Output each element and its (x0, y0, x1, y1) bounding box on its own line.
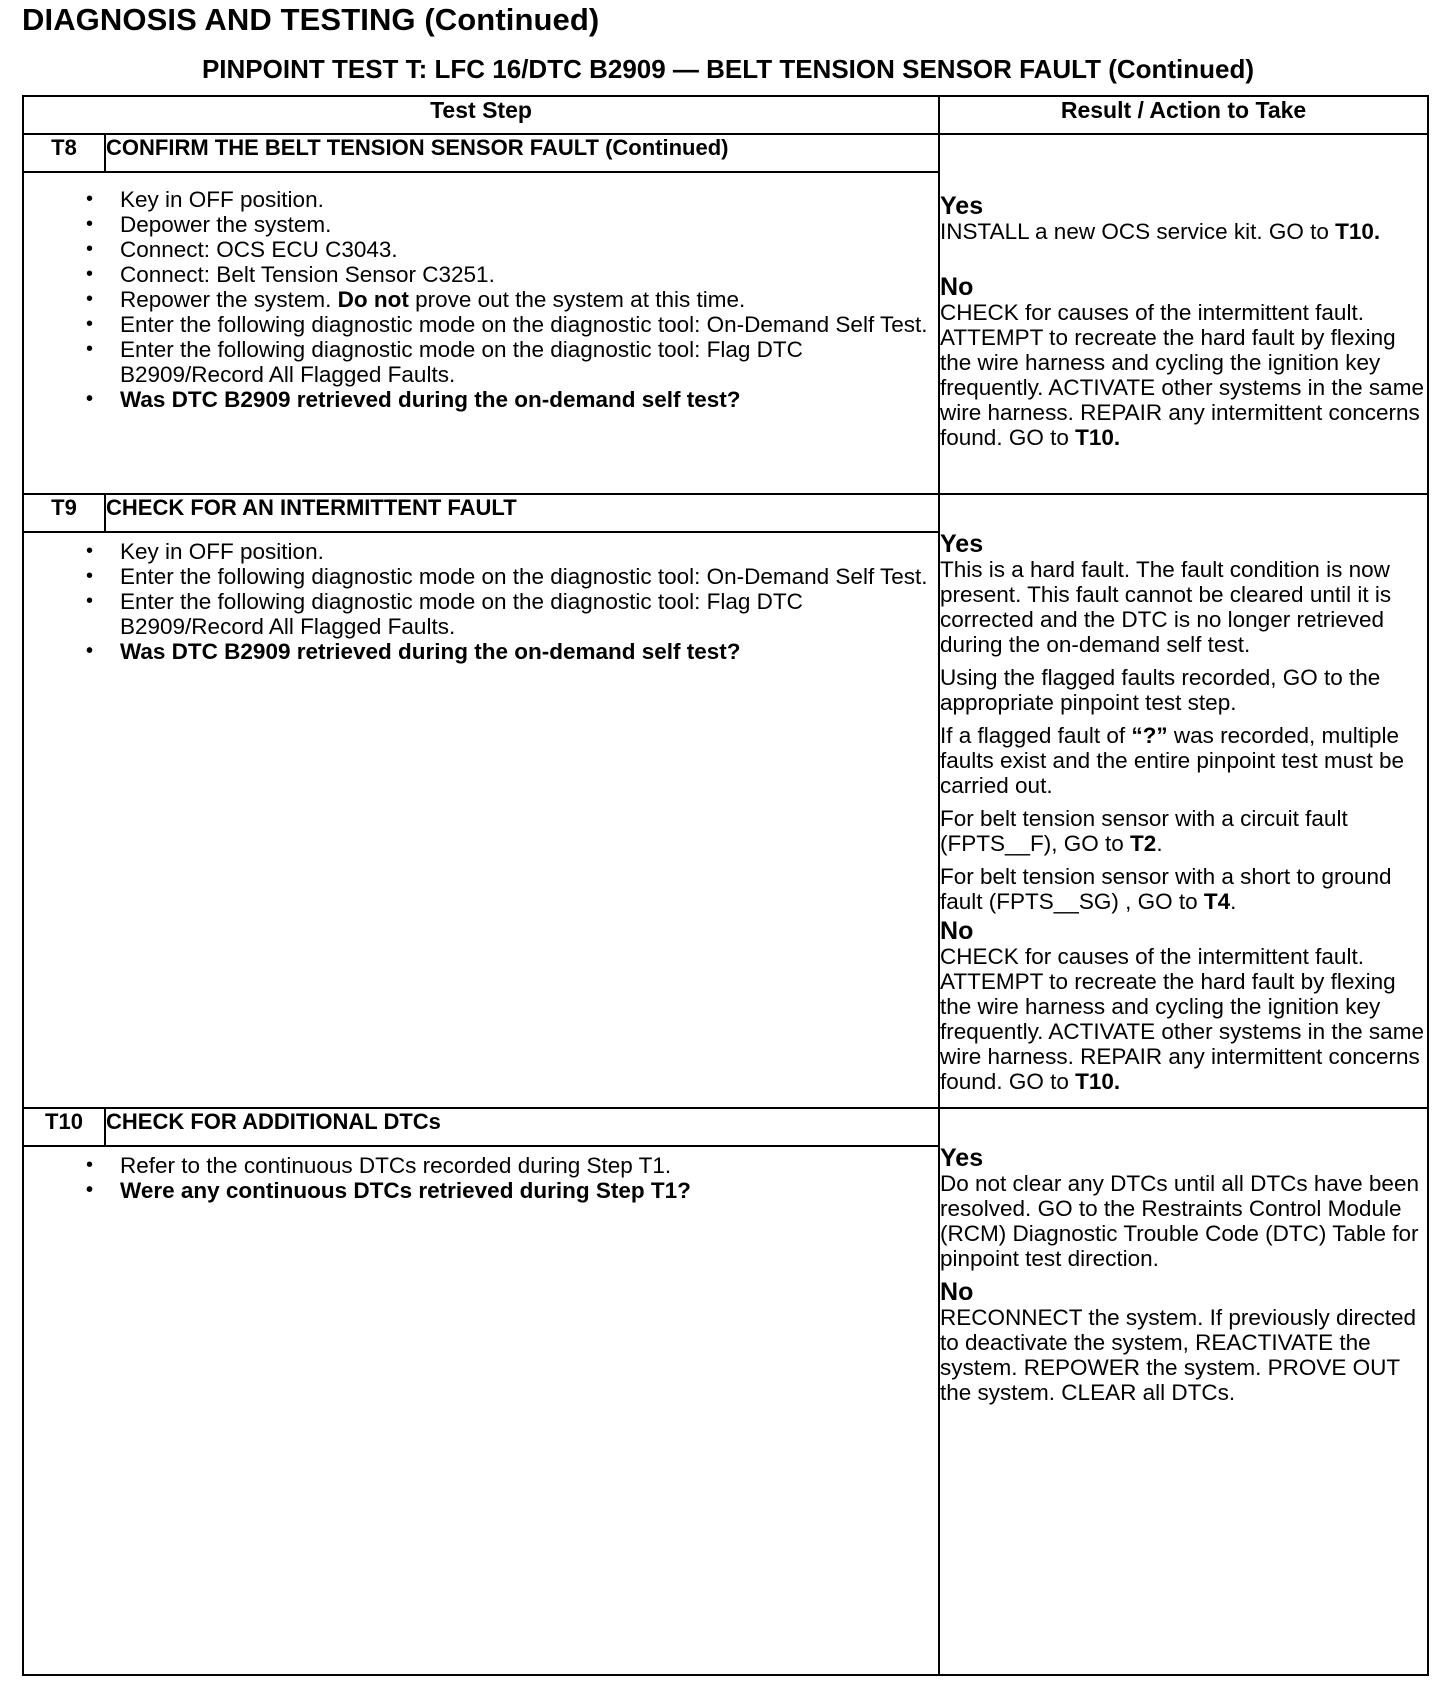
step-row-t8-heading (23, 134, 1428, 172)
result-cell-t8 (939, 134, 1428, 494)
result-no-label: No (940, 917, 974, 945)
result-no-text: CHECK for causes of the intermittent fault. ATTEMPT to recreate the hard fault by flexing the wire harness and cycling the ignition key frequently. ACTIVATE other systems in the same wire harness. REPAIR any intermittent concerns found. GO to T10. (940, 944, 1424, 1094)
result-no-label: No (940, 273, 974, 301)
result-no-label: No (940, 1278, 974, 1306)
result-yes-text: Using the flagged faults recorded, GO to the appropriate pinpoint test step. (940, 665, 1381, 715)
step-item: • Repower the system. Do not prove out the system at this time. (120, 287, 938, 312)
step-body-t8 (23, 172, 939, 494)
result-no-text: CHECK for causes of the intermittent fault. ATTEMPT to recreate the hard fault by flexing the wire harness and cycling the ignition key frequently. ACTIVATE other systems in the same wire harness. REPAIR any intermittent concerns found. GO to T10. (940, 300, 1424, 450)
page-title: DIAGNOSIS AND TESTING (Continued) (22, 2, 600, 37)
step-item: • Enter the following diagnostic mode on the diagnostic tool: On-Demand Self Test. (120, 564, 938, 589)
step-number-t10: T10 (23, 1108, 105, 1146)
result-yes-label: Yes (940, 192, 984, 220)
result-yes-label: Yes (940, 1144, 984, 1172)
step-list-t8 (24, 187, 938, 412)
step-number-t8: T8 (23, 134, 105, 172)
step-list-t10 (24, 1153, 938, 1203)
column-header-test-step: Test Step (23, 96, 939, 134)
step-item: • Connect: OCS ECU C3043. (120, 237, 938, 262)
step-heading-t9: CHECK FOR AN INTERMITTENT FAULT (105, 494, 939, 532)
result-cell-t9 (939, 494, 1428, 1108)
result-yes-label: Yes (940, 530, 984, 558)
step-item: • Enter the following diagnostic mode on the diagnostic tool: Flag DTC B2909/Record All Flagged Faults. (120, 337, 938, 387)
pinpoint-test-table (22, 95, 1429, 1676)
step-body-t9 (23, 532, 939, 1108)
step-question-t8: • Was DTC B2909 retrieved during the on-demand self test? (120, 387, 938, 412)
result-cell-t10 (939, 1108, 1428, 1675)
result-yes-text: For belt tension sensor with a circuit fault (FPTS__F), GO to T2. (940, 806, 1348, 856)
result-yes-text: This is a hard fault. The fault condition is now present. This fault cannot be cleared until it is corrected and the DTC is no longer retrieved during the on-demand self test. (940, 557, 1392, 657)
result-yes-text: Do not clear any DTCs until all DTCs have been resolved. GO to the Restraints Control Module (RCM) Diagnostic Trouble Code (DTC) Table for pinpoint test direction. (940, 1171, 1419, 1271)
column-header-result: Result / Action to Take (939, 96, 1428, 134)
result-yes-text: If a flagged fault of “?” was recorded, multiple faults exist and the entire pinpoint test must be carried out. (940, 723, 1405, 798)
result-no-text: RECONNECT the system. If previously directed to deactivate the system, REACTIVATE the system. REPOWER the system. PROVE OUT the system. CLEAR all DTCs. (940, 1305, 1416, 1405)
result-yes-text: INSTALL a new OCS service kit. GO to T10. (940, 219, 1381, 244)
step-item: • Refer to the continuous DTCs recorded during Step T1. (120, 1153, 938, 1178)
step-item: • Key in OFF position. (120, 187, 938, 212)
step-row-t10-heading (23, 1108, 1428, 1146)
step-item: • Enter the following diagnostic mode on the diagnostic tool: On-Demand Self Test. (120, 312, 938, 337)
table-header-row (23, 96, 1428, 134)
pinpoint-test-title: PINPOINT TEST T: LFC 16/DTC B2909 — BELT TENSION SENSOR FAULT (Continued) (201, 54, 1255, 84)
result-yes-text: For belt tension sensor with a short to ground fault (FPTS__SG) , GO to T4. (940, 864, 1392, 914)
step-question-t10: • Were any continuous DTCs retrieved during Step T1? (120, 1178, 938, 1203)
step-list-t9 (24, 539, 938, 664)
step-question-t9: • Was DTC B2909 retrieved during the on-demand self test? (120, 639, 938, 664)
step-heading-t10: CHECK FOR ADDITIONAL DTCs (105, 1108, 939, 1146)
step-item: • Connect: Belt Tension Sensor C3251. (120, 262, 938, 287)
step-number-t9: T9 (23, 494, 105, 532)
step-body-t10 (23, 1146, 939, 1675)
step-item: • Depower the system. (120, 212, 938, 237)
step-row-t9-heading (23, 494, 1428, 532)
step-item: • Enter the following diagnostic mode on the diagnostic tool: Flag DTC B2909/Record All Flagged Faults. (120, 589, 938, 639)
step-heading-t8: CONFIRM THE BELT TENSION SENSOR FAULT (Continued) (105, 134, 939, 172)
step-item: • Key in OFF position. (120, 539, 938, 564)
